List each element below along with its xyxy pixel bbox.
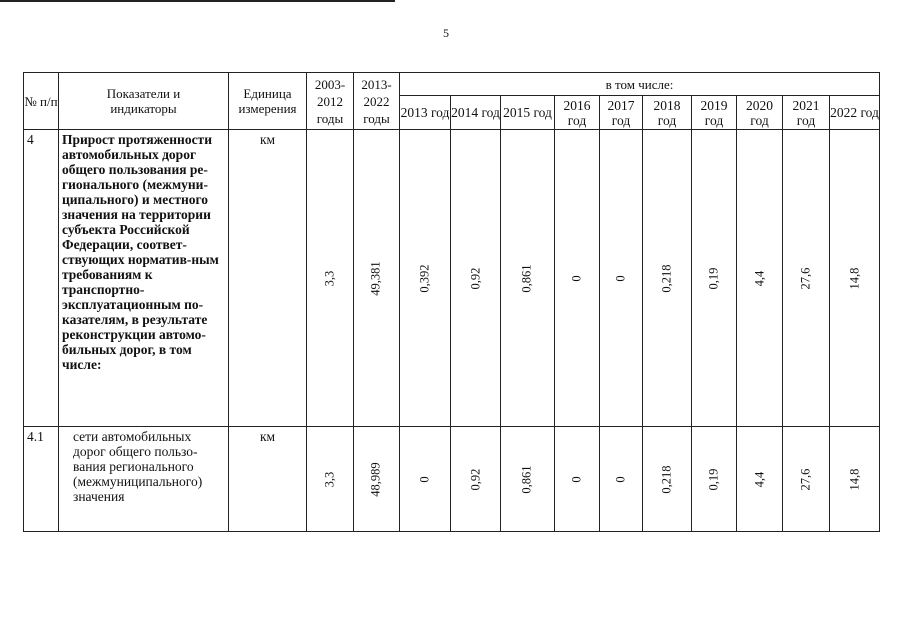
cell-value	[354, 427, 400, 532]
cell-value	[692, 427, 737, 532]
value-text: 0	[613, 476, 628, 483]
indicators-table	[23, 72, 880, 532]
cell-value	[400, 130, 451, 427]
value-text: 3,3	[322, 471, 337, 488]
row-num: 4	[24, 130, 59, 427]
value-text: 27,6	[798, 267, 813, 290]
value-text: 0,92	[468, 468, 482, 491]
header-year: 2022 год	[830, 96, 880, 130]
cell-value	[737, 427, 783, 532]
cell-value	[600, 130, 643, 427]
cell-value	[307, 130, 354, 427]
value-text: 14,8	[847, 468, 861, 491]
value-text: 0	[569, 476, 584, 483]
cell-value	[555, 130, 600, 427]
header-year: 2015 год	[501, 96, 555, 130]
value-text: 4,4	[752, 471, 766, 488]
cell-value	[783, 130, 830, 427]
value-text: 4,4	[752, 270, 766, 287]
value-text: 0,19	[706, 267, 721, 290]
cell-value	[451, 427, 501, 532]
value-text: 49,381	[369, 261, 383, 296]
header-year: 2016 год	[555, 96, 600, 130]
value-text: 0	[613, 275, 628, 282]
header-year: 2020 год	[737, 96, 783, 130]
header-year: 2018 год	[643, 96, 692, 130]
cell-value	[501, 130, 555, 427]
header-year: 2017 год	[600, 96, 643, 130]
row-indicator: сети автомобильных дорог общего пользо-вания регионального (межмуниципального) значения	[59, 427, 229, 532]
header-year: 2013 год	[400, 96, 451, 130]
cell-value	[643, 427, 692, 532]
row-unit: км	[229, 130, 307, 427]
header-period-2003-2012: 2003-2012 годы	[307, 73, 354, 130]
cell-value	[643, 130, 692, 427]
header-num: № п/п	[24, 73, 59, 130]
value-text: 14,8	[847, 267, 861, 290]
cell-value	[830, 427, 880, 532]
cell-value	[555, 427, 600, 532]
value-text: 0,392	[417, 264, 432, 293]
value-text: 0,19	[706, 468, 721, 491]
table-row	[24, 130, 880, 427]
row-num: 4.1	[24, 427, 59, 532]
value-text: 3,3	[322, 270, 337, 287]
cell-value	[451, 130, 501, 427]
value-text: 0,218	[659, 465, 674, 494]
table-row	[24, 427, 880, 532]
row-indicator: Прирост протяженности автомобильных дорог общего пользования ре-гионального (межмуни-ципального) и местного значения на территории субъекта Российской Федерации, соответ-ствующих норматив-ным требованиям к транспортно-эксплуатационным по-казателям, в результате реконструкции автомо-бильных дорог, в том числе:	[59, 130, 229, 427]
cell-value	[600, 427, 643, 532]
value-text: 0	[417, 476, 432, 483]
row-unit: км	[229, 427, 307, 532]
value-text: 48,989	[369, 462, 383, 497]
cell-value	[400, 427, 451, 532]
cell-value	[830, 130, 880, 427]
cell-value	[783, 427, 830, 532]
cell-value	[692, 130, 737, 427]
cell-value	[737, 130, 783, 427]
value-text: 0	[569, 275, 584, 282]
page-number: 5	[443, 26, 449, 40]
value-text: 27,6	[798, 468, 813, 491]
top-rule	[0, 0, 395, 2]
cell-value	[501, 427, 555, 532]
header-unit: Единица измерения	[229, 73, 307, 130]
value-text: 0,861	[520, 264, 534, 293]
header-year: 2019 год	[692, 96, 737, 130]
cell-value	[354, 130, 400, 427]
header-indicator: Показатели и индикаторы	[59, 73, 229, 130]
header-period-2013-2022: 2013-2022 годы	[354, 73, 400, 130]
value-text: 0,861	[520, 465, 534, 494]
header-year: 2021 год	[783, 96, 830, 130]
cell-value	[307, 427, 354, 532]
value-text: 0,218	[659, 264, 674, 293]
header-including: в том числе:	[400, 73, 880, 96]
value-text: 0,92	[468, 267, 482, 290]
header-year: 2014 год	[451, 96, 501, 130]
